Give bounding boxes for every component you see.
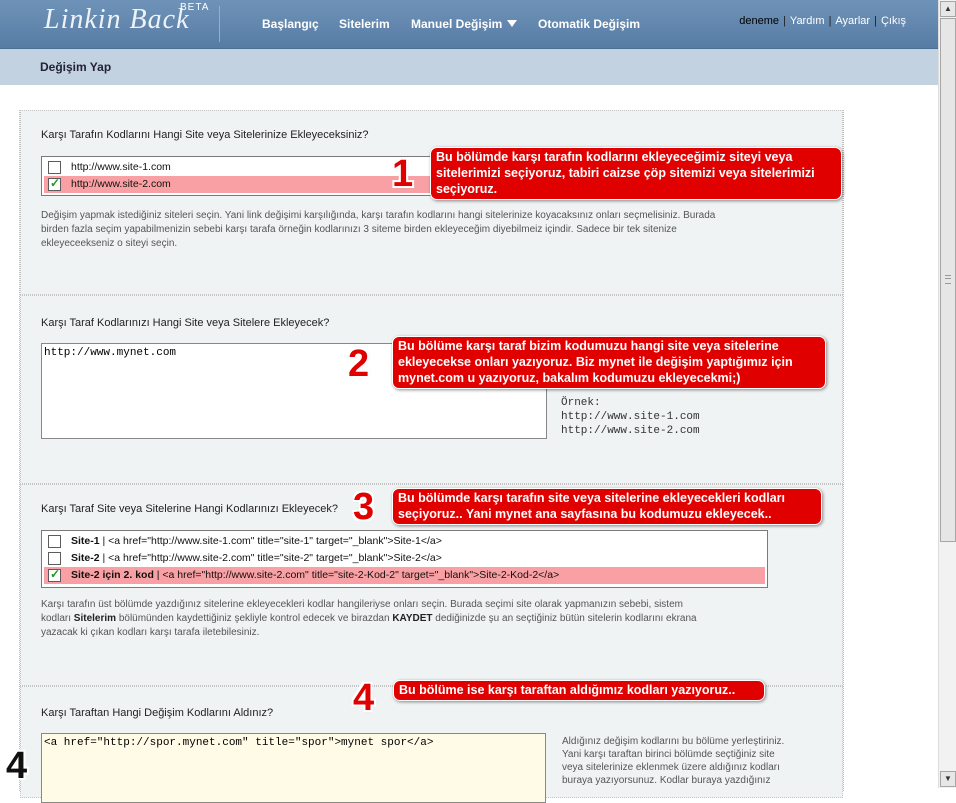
- checkbox-checked[interactable]: [48, 569, 61, 582]
- section-received-codes: [20, 686, 843, 798]
- code-html: <a href="http://www.site-2.com" title="site-2" target="_blank">Site-2</a>: [108, 552, 442, 564]
- logout-link[interactable]: Çıkış: [880, 15, 906, 27]
- example-label: Örnek:: [561, 397, 601, 409]
- beta-badge: BETA: [180, 2, 210, 13]
- help-line: kodları Sitelerim bölümünden kaydettiğiniz şekliyle kontrol edecek ve birazdan KAYDET dediğinizde şu an seçtiğiniz bütün sitelerin kodlarını ekrana: [41, 613, 697, 624]
- scroll-up-icon[interactable]: ▲: [940, 1, 956, 17]
- help-line: yazacak ki çıkan kodları karşı tarafa iletebilesiniz.: [41, 627, 260, 638]
- step-number: 2: [348, 343, 370, 385]
- code-name: Site-1: [71, 535, 100, 547]
- username: deneme: [739, 15, 780, 27]
- top-bar: [0, 0, 938, 49]
- section-target-sites: [20, 295, 843, 484]
- vertical-scrollbar[interactable]: [938, 0, 956, 788]
- help-line: ekleyeceekseniz o siteyi seçin.: [41, 238, 178, 249]
- check-icon: ✓: [50, 567, 61, 581]
- settings-link[interactable]: Ayarlar: [835, 15, 871, 27]
- checkbox[interactable]: [48, 535, 61, 548]
- code-html: <a href="http://www.site-1.com" title="site-1" target="_blank">Site-1</a>: [108, 535, 442, 547]
- divider: |: [874, 15, 877, 27]
- scroll-down-icon[interactable]: ▼: [940, 771, 956, 787]
- divider: |: [828, 15, 832, 27]
- help-text: [41, 209, 715, 251]
- annotation-callout: Bu bölümde karşı tarafın kodlarını ekleyeceğimiz siteyi veya sitelerimizi seçiyoruz, tabiri caizse çöp sitemizi veya sitelerimizi seçiyoruz.: [430, 147, 842, 200]
- scrollbar-thumb[interactable]: [940, 18, 956, 542]
- site-url: http://www.site-2.com: [71, 178, 171, 190]
- step-number: 1: [392, 153, 414, 195]
- checkbox[interactable]: [48, 552, 61, 565]
- page-title: Değişim Yap: [40, 60, 112, 74]
- example-url: http://www.site-1.com: [561, 411, 700, 423]
- section-title: Karşı Taraf Kodlarınızı Hangi Site veya Sitelere Ekleyecek?: [41, 317, 330, 329]
- grip-icon: [945, 275, 951, 284]
- annotation-callout: Bu bölümde karşı tarafın site veya sitelerine ekleyecekleri kodları seçiyoruz.. Yani mynet ana sayfasına bu kodumuzu ekleyecek..: [392, 488, 822, 525]
- help-text: [41, 598, 697, 640]
- code-entry: Site-2 için 2. kod | <a href="http://www.site-2.com" title="site-2-Kod-2" target="_blank">Site-2-Kod-2</a>: [71, 569, 560, 581]
- list-item-selected[interactable]: [44, 567, 765, 584]
- logo-divider: [219, 6, 220, 42]
- sitelerim-ref: Sitelerim: [73, 613, 117, 624]
- nav-manuel-label: Manuel Değişim: [411, 17, 503, 31]
- section-title: Karşı Taraf Site veya Sitelerine Hangi Kodlarınızı Ekleyecek?: [41, 503, 338, 515]
- nav-manuel-degisim[interactable]: [411, 17, 517, 31]
- received-codes-textarea[interactable]: <a href="http://spor.mynet.com" title="spor">mynet spor</a>: [41, 733, 546, 803]
- checkbox-checked[interactable]: [48, 178, 61, 191]
- nav-otomatik-degisim[interactable]: Otomatik Değişim: [538, 17, 641, 31]
- nav-baslangic[interactable]: Başlangıç: [262, 17, 319, 31]
- chevron-down-icon: [507, 20, 517, 27]
- kaydet-ref: KAYDET: [392, 613, 433, 624]
- example-block: [561, 396, 700, 438]
- help-link[interactable]: Yardım: [789, 15, 825, 27]
- page-header: [0, 49, 938, 85]
- help-line: Değişim yapmak istediğiniz siteleri seçin. Yani link değişimi karşılığında, karşı tarafın kodlarını hangi sitelerinize koyacaksınız onları seçmelisiniz. Burada: [41, 210, 716, 221]
- code-entry: Site-1 | <a href="http://www.site-1.com" title="site-1" target="_blank">Site-1</a>: [71, 535, 442, 547]
- step-number: 4: [353, 677, 375, 719]
- nav-sitelerim[interactable]: Sitelerim: [339, 17, 390, 31]
- site-url: http://www.site-1.com: [71, 161, 171, 173]
- example-url: http://www.site-2.com: [561, 425, 700, 437]
- section-title: Karşı Tarafın Kodlarını Hangi Site veya Sitelerinize Ekleyeceksiniz?: [41, 129, 369, 141]
- check-icon: ✓: [50, 176, 61, 190]
- section-title: Karşı Taraftan Hangi Değişim Kodlarını Aldınız?: [41, 707, 274, 719]
- code-entry: Site-2 | <a href="http://www.site-2.com" title="site-2" target="_blank">Site-2</a>: [71, 552, 442, 564]
- logo[interactable]: Linkin Back: [44, 4, 190, 35]
- side-note: Aldığınız değişim kodlarını bu bölüme yerleştiriniz. Yani karşı taraftan birinci bölümde seçtiğiniz site veya sitelerinize eklenmek üzere aldığınız kodları buraya yazıyorsunuz. Kodlar buraya yazdığınız: [562, 736, 785, 786]
- annotation-callout: Bu bölüme ise karşı taraftan aldığımız kodları yazıyoruz..: [393, 680, 765, 701]
- step-number: 3: [353, 486, 375, 528]
- help-line: birden fazla seçim yapabilmenizin sebebi karşı tarafa örneğin kodlarınızı 3 siteme birden ekleyeceğim diyebilmeiz içindir. Sadece bir tek sitenize: [41, 224, 677, 235]
- help-line: Karşı tarafın üst bölümde yazdığınız sitelerine ekleyecekleri kodlar hangileriyse onları seçin. Burada seçimi site olarak yapmanızın sebebi, sistem: [41, 599, 683, 610]
- section-select-sites: [20, 110, 843, 295]
- code-listbox[interactable]: [41, 530, 768, 588]
- list-item[interactable]: [44, 550, 765, 567]
- step-number: 4: [6, 745, 28, 787]
- list-item[interactable]: [44, 533, 765, 550]
- code-name: Site-2: [71, 552, 100, 564]
- target-sites-textarea[interactable]: http://www.mynet.com: [41, 343, 547, 439]
- divider: |: [783, 15, 786, 27]
- user-links: [739, 15, 906, 27]
- code-html: <a href="http://www.site-2.com" title="site-2-Kod-2" target="_blank">Site-2-Kod-2</a>: [162, 569, 560, 581]
- checkbox[interactable]: [48, 161, 61, 174]
- annotation-callout: Bu bölüme karşı taraf bizim kodumuzu hangi site veya sitelerine ekleyecekse onları yazıyoruz. Biz mynet ile değişim yaptığımız için mynet.com u yazıyoruz, bakalım kodumuzu ekleyecekmi;): [392, 336, 826, 389]
- code-name: Site-2 için 2. kod: [71, 569, 154, 581]
